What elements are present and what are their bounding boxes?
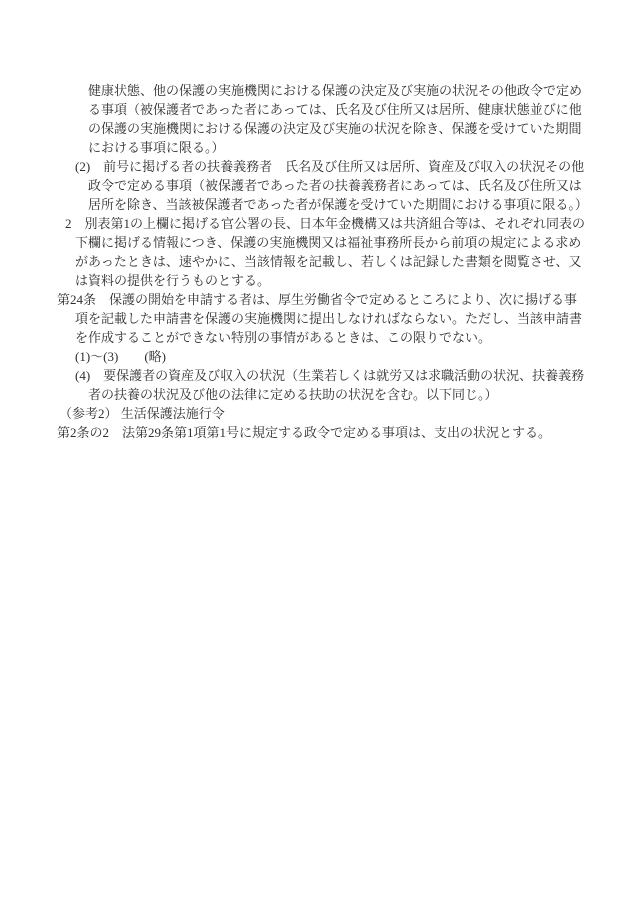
document-line: (2) 前号に掲げる者の扶養義務者 氏名及び住所又は居所、資産及び収入の状況その他	[75, 159, 585, 174]
document-line: 者の扶養の状況及び他の法律に定める扶助の状況を含む。以下同じ。）	[88, 387, 498, 402]
document-line: 2 別表第1の上欄に掲げる官公署の長、日本年金機構又は共済組合等は、それぞれ同表の	[65, 216, 586, 231]
document-body	[57, 81, 588, 442]
document-line: 第24条 保護の開始を申請する者は、厚生労働省令で定めるところにより、次に揚げる事	[57, 292, 578, 307]
document-line: 項を記載した申請書を保護の実施機関に提出しなければならない。ただし、当該申請書	[75, 311, 583, 326]
document-line: 政令で定める事項（被保護者であった者の扶養義務者にあっては、氏名及び住所又は	[88, 178, 582, 193]
document-line: の保護の実施機関における保護の決定及び実施の状況を除き、保護を受けていた期間	[88, 121, 582, 136]
document-line: 居所を除き、当該被保護者であった者が保護を受けていた期間における事項に限る。）	[88, 197, 588, 212]
document-line: 下欄に掲げる情報につき、保護の実施機関又は福祉事務所長から前項の規定による求め	[75, 235, 582, 250]
document-line: における事項に限る。）	[88, 140, 225, 155]
document-line: 第2条の2 法第29条第1項第1号に規定する政令で定める事項は、支出の状況とする。	[57, 425, 552, 440]
document-line: (4) 要保護者の資産及び収入の状況（生業若しくは就労又は求職活動の状況、扶養義務	[75, 368, 585, 383]
document-line: (1)～(3) (略)	[75, 349, 166, 364]
document-line: 健康状態、他の保護の実施機関における保護の決定及び実施の状況その他政令で定め	[88, 83, 583, 98]
document-line: は資料の提供を行うものとする。	[75, 273, 271, 288]
document-line: る事項（被保護者であった者にあっては、氏名及び住所又は居所、健康状態並びに他	[88, 102, 582, 117]
document-line: があったときは、速やかに、当該情報を記載し、若しくは記録した書類を閲覧させ、又	[75, 254, 582, 269]
document-line: （参考2） 生活保護法施行令	[59, 406, 225, 421]
document-line: を作成することができない特別の事情があるときは、この限りでない。	[75, 330, 492, 345]
